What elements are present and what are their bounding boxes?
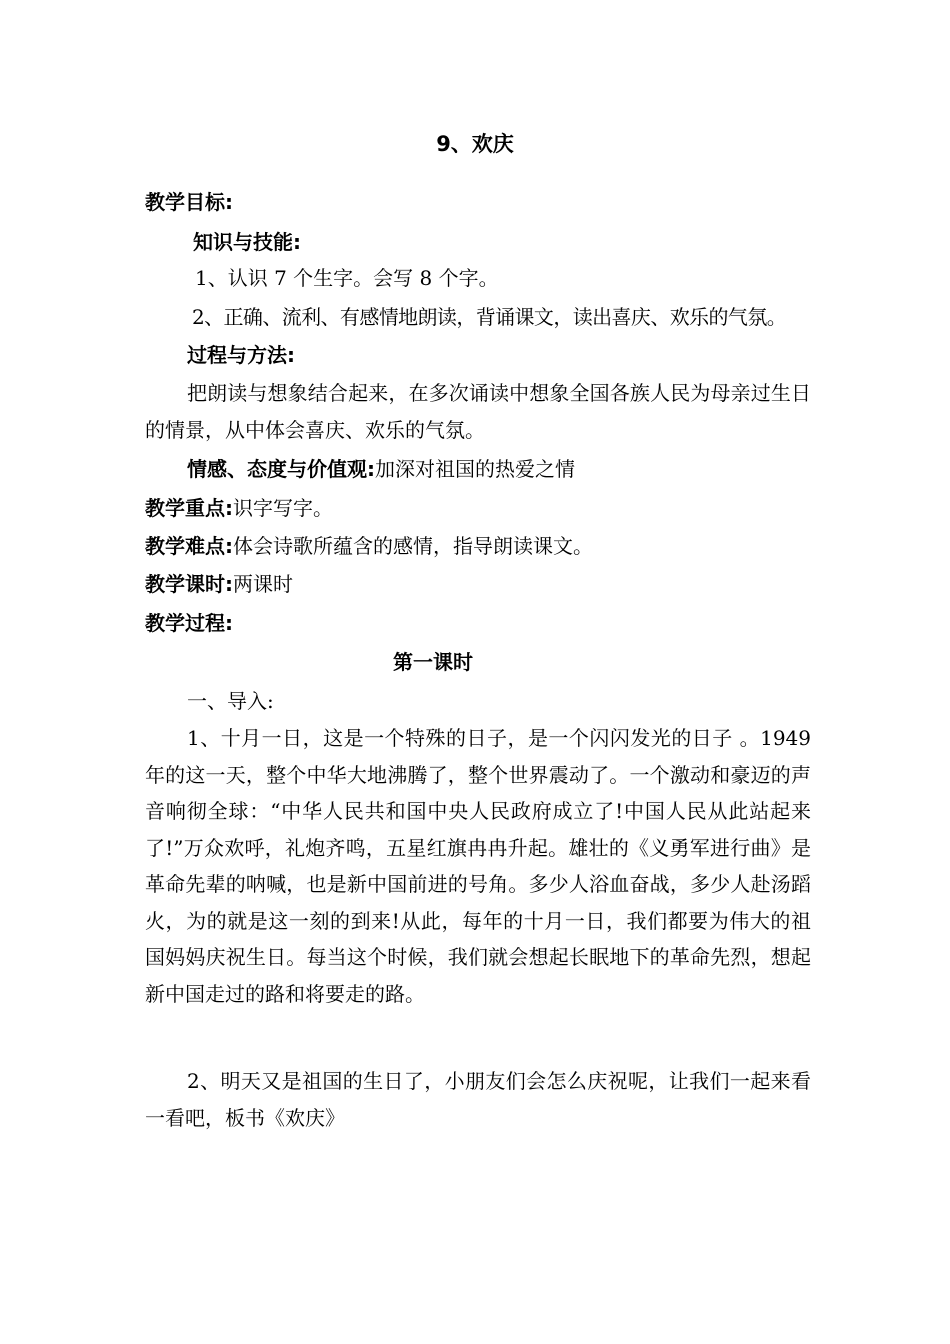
intro-heading: 一、导入:: [187, 689, 274, 713]
key-point-label: 教学重点:: [145, 496, 233, 520]
procedure-label: 教学过程:: [145, 611, 233, 635]
page-title: 9、欢庆: [436, 132, 514, 156]
difficulty-line: [145, 528, 593, 564]
key-point-text: 识字写字。: [233, 496, 333, 520]
knowledge-item-1: 1、认识 7 个生字。会写 8 个字。: [195, 266, 499, 290]
lesson-title: 第一课时: [393, 650, 473, 674]
knowledge-label: 知识与技能:: [193, 230, 301, 254]
intro-paragraph-1: 1、十月一日，这是一个特殊的日子，是一个闪闪发光的日子 。1949 年的这一天，整个中华大地沸腾了，整个世界震动了。一个激动和豪迈的声音响彻全球：“中华人民共和国中央人民政府成立了!中国人民从此站起来了!”万众欢呼，礼炮齐鸣，五星红旗冉冉升起。雄壮的《义勇军进行曲》是革命先辈的呐喊，也是新中国前进的号角。多少人浴血奋战，多少人赴汤蹈火，为的就是这一刻的到来!从此，每年的十月一日，我们都要为伟大的祖国妈妈庆祝生日。每当这个时候，我们就会想起长眠地下的革命先烈，想起新中国走过的路和将要走的路。: [145, 726, 811, 1006]
process-label: 过程与方法:: [187, 343, 295, 367]
process-text: 把朗读与想象结合起来，在多次诵读中想象全国各族人民为母亲过生日的情景，从中体会喜庆、欢乐的气氛。: [145, 381, 811, 442]
hours-text: 两课时: [233, 572, 293, 596]
emotion-label: 情感、态度与价值观:: [187, 457, 375, 481]
intro-paragraph-2: 2、明天又是祖国的生日了，小朋友们会怎么庆祝呢，让我们一起来看一看吧，板书《欢庆》: [145, 1069, 811, 1130]
key-point-line: [145, 490, 333, 526]
difficulty-label: 教学难点:: [145, 534, 233, 558]
difficulty-text: 体会诗歌所蕴含的感情，指导朗读课文。: [233, 534, 593, 558]
emotion-line: [187, 451, 575, 487]
knowledge-item-2: 2、正确、流利、有感情地朗读，背诵课文，读出喜庆、欢乐的气氛。: [192, 305, 787, 329]
hours-label: 教学课时:: [145, 572, 233, 596]
objectives-label: 教学目标:: [145, 190, 233, 214]
emotion-text: 加深对祖国的热爱之情: [375, 457, 575, 481]
hours-line: [145, 566, 293, 602]
